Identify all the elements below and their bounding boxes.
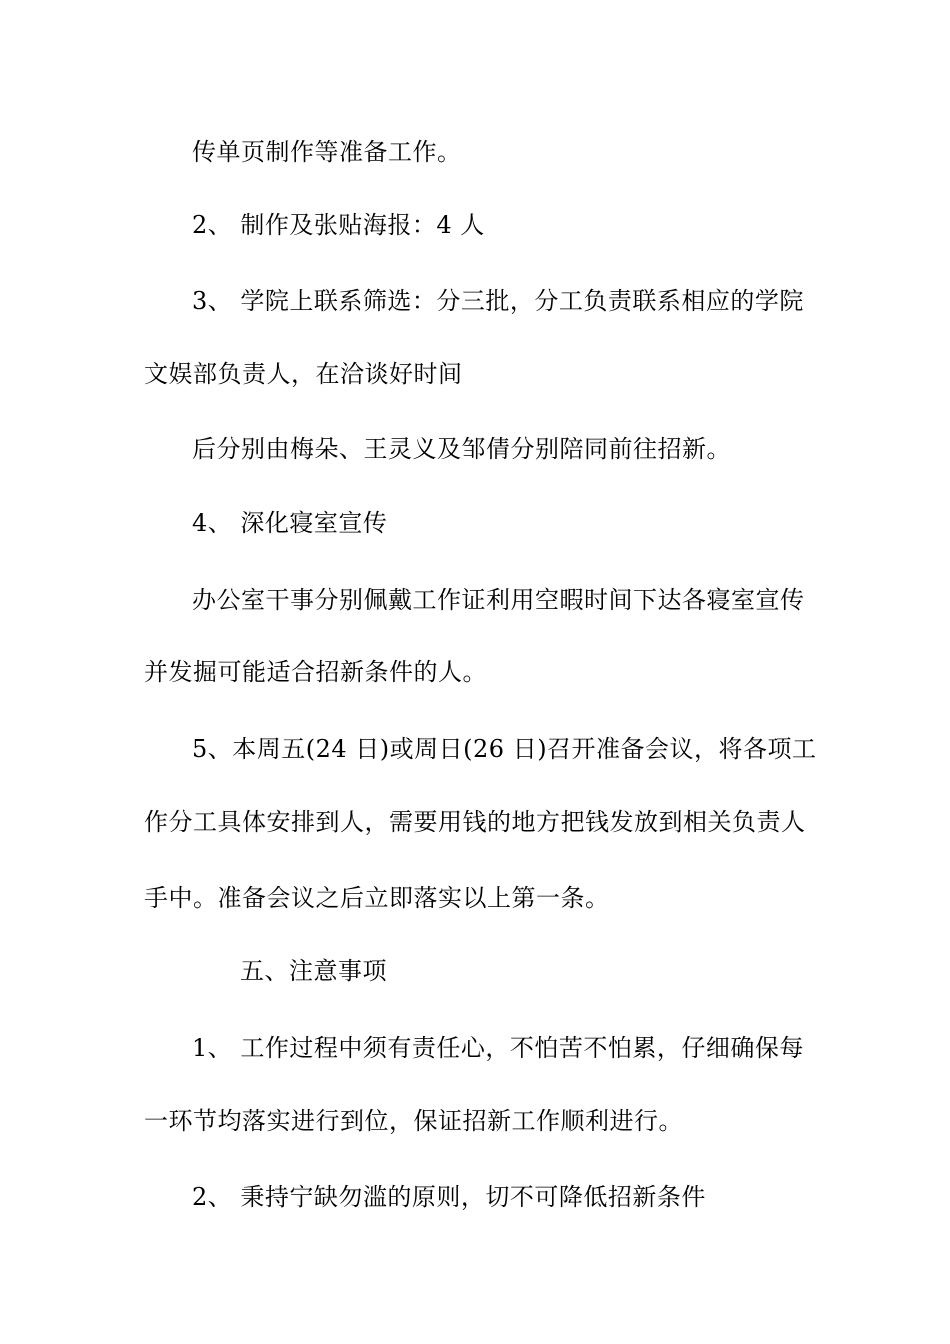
paragraph-line: 2、 秉持宁缺勿滥的原则，切不可降低招新条件 bbox=[192, 1183, 706, 1211]
paragraph-line: 并发掘可能适合招新条件的人。 bbox=[144, 658, 487, 686]
paragraph-line: 一环节均落实进行到位，保证招新工作顺利进行。 bbox=[144, 1107, 683, 1135]
paragraph-line: 5、本周五(24 日)或周日(26 日)召开准备会议，将各项工 bbox=[192, 735, 817, 763]
paragraph-line: 4、 深化寝室宣传 bbox=[192, 509, 388, 537]
paragraph-line: 手中。准备会议之后立即落实以上第一条。 bbox=[144, 884, 610, 912]
paragraph-line: 作分工具体安排到人，需要用钱的地方把钱发放到相关负责人 bbox=[144, 808, 806, 836]
paragraph-line: 传单页制作等准备工作。 bbox=[192, 138, 462, 166]
paragraph-line: 后分别由梅朵、王灵义及邹倩分别陪同前往招新。 bbox=[192, 435, 731, 463]
paragraph-line: 3、 学院上联系筛选：分三批，分工负责联系相应的学院 bbox=[192, 287, 804, 315]
section-heading: 五、注意事项 bbox=[240, 957, 387, 985]
paragraph-line: 文娱部负责人，在洽谈好时间 bbox=[144, 360, 463, 388]
paragraph-line: 2、 制作及张贴海报：4 人 bbox=[192, 211, 485, 239]
paragraph-line: 办公室干事分别佩戴工作证利用空暇时间下达各寝室宣传 bbox=[192, 586, 805, 614]
paragraph-line: 1、 工作过程中须有责任心，不怕苦不怕累，仔细确保每 bbox=[192, 1034, 804, 1062]
